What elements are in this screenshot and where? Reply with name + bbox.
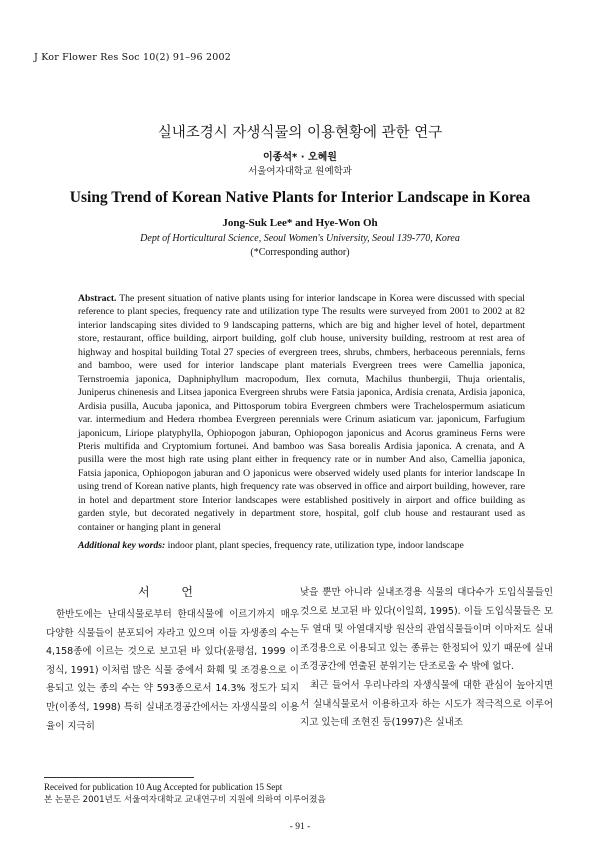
intro-paragraph-3: 최근 들어서 우리나라의 자생식물에 대한 관심이 높아지면서 실내식물로서 이용하고자 하는 시도가 적극적으로 이루어지고 있는데 조현진 등(1997)은 실내조 — [300, 679, 553, 729]
corresponding-author-note: (*Corresponding author) — [250, 247, 350, 258]
english-authors: Jong-Suk Lee* and Hye-Won Oh — [222, 217, 378, 229]
abstract-label: Abstract. — [78, 293, 117, 304]
korean-authors: 이종석* · 오혜원 — [263, 152, 337, 163]
footnote-received: Received for publication 10 Aug Accepted for publication 15 Sept — [44, 782, 283, 792]
intro-paragraph-1: 한반도에는 난대식물로부터 한대식물에 이르기까지 매우 다양한 식물들이 분포되어 자라고 있으며 이들 자생종의 수는 4,158종에 이르는 것으로 보고된 바 있다(윤평섭, 1999 이정식, 1991) 이처럼 많은 식물 중에서 화훼 및 조경용으로 이용되고 있는 종의 수는 약 593종으로서 14.3% 정도가 되지만(이종석, 1998) 특히 실내조경공간에서는 자생식물의 이용율이 지극히 — [46, 609, 299, 732]
footnote-funding: 본 논문은 2001년도 서울여자대학교 교내연구비 지원에 의하여 이루어졌음 — [44, 795, 326, 805]
page-number: - 91 - — [289, 822, 311, 832]
intro-left-column — [46, 583, 299, 736]
intro-paragraph-2: 낮을 뿐만 아니라 실내조경용 식물의 대다수가 도입식물들인 것으로 보고된 바 있다(이일희, 1995). 이들 도입식물들은 모두 열대 및 아열대지방 원산의 관엽식물들이며 이마저도 실내조경용으로 이용되고 있는 종류는 한정되어 있기 때문에 실내조경공간에 연출된 분위기는 단조로울 수 밖에 없다. — [300, 587, 553, 673]
korean-title: 실내조경시 자생식물의 이용현황에 관한 연구 — [157, 125, 443, 141]
footnote-divider — [44, 777, 194, 778]
keywords — [78, 540, 525, 551]
keywords-text: indoor plant, plant species, frequency rate, utilization type, indoor landscape — [165, 540, 464, 551]
section-heading-intro: 서 언 — [138, 585, 207, 599]
english-affiliation: Dept of Horticultural Science, Seoul Women's University, Seoul 139-770, Korea — [140, 233, 460, 244]
journal-citation: J Kor Flower Res Soc 10(2) 91–96 2002 — [34, 52, 231, 63]
korean-affiliation: 서울여자대학교 원예학과 — [248, 166, 352, 177]
keywords-label: Additional key words: — [78, 540, 166, 551]
footnote — [44, 781, 564, 807]
english-title: Using Trend of Korean Native Plants for Interior Landscape in Korea — [69, 189, 531, 206]
intro-right-column — [300, 584, 553, 733]
abstract — [78, 292, 525, 534]
abstract-text: The present situation of native plants using for interior landscape in Korea were discussed with special reference to plant species, frequency rate and utilization type The results were surveyed from 2001 to 2002 at 82 interior landscaping sites divided to 9 landscaping patterns, which are big and higher level of hotel, department store, restaurant, office building, airport building, golf club house, university building, restroom at rest area of highway and hospital building Total 27 species of evergreen trees, shrubs, chmbers, herbaceous perennials, ferns and bamboo, were used for interior landscape plant materials Evergreen trees were Camellia japonica, Ternstroemia japonica, Daphniphyllum macropodum, Ilex cornuta, Machilus thunbergii, Thuja orientalis, Juniperus chinenesis and Litsea japonica Evergreen shrubs were Fatsia japonica, Ardisia crenata, Ardisia japonica, Ardisia pusilla, Aucuba japonica, and Pittosporum tobira Evergreen chmbers were Trachelospermum asiaticum var. intermedium and Hedera rhombea Evergreen perennials were Crinum asiaticum var. japonicum, Farfugium japonicum, Liriope platyphylla, Ophiopogon jaburan, Ophiopogon japonicus and Acorus gramineus Ferns were Pteris multifida and Cryptomium fortunei. And bamboo was Sasa borealis Ardisia japonica. A crenata, and A pusilla were the most high rate using plant either in frequency rate or in number And also, Camellia japonica, Fatsia japonica, Ophiopogon jaburan and O japonicus were observed widely used plants for interior landscape In using trend of Korean native plants, high frequency rate was observed in office and airport building, however, rare in hotel and department store Interior landscapes were established positively in airport and office building as garden style, but decorated negatively in department store, hospital, golf club house and restaurant used as container or hanging plant in general — [78, 293, 525, 533]
